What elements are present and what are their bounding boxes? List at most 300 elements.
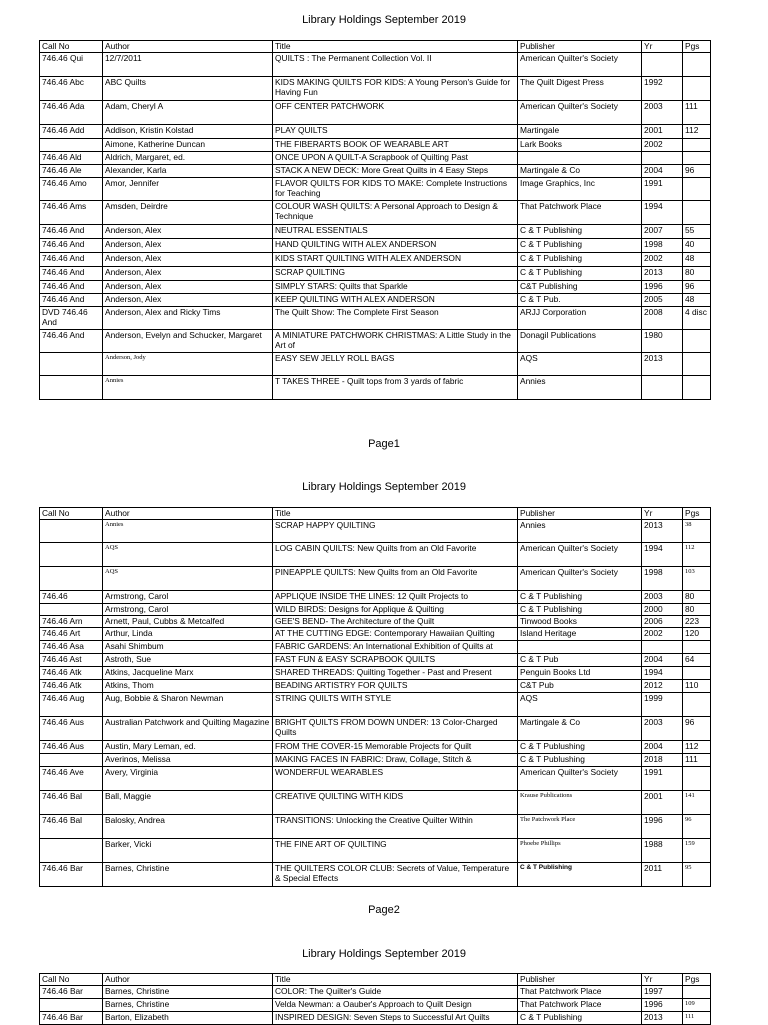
cell-title: GEE'S BEND- The Architecture of the Quilt	[273, 616, 518, 628]
cell-title: TRANSITIONS: Unlocking the Creative Quilter Within	[273, 815, 518, 839]
cell-author: Amor, Jennifer	[103, 178, 273, 201]
cell-pages	[683, 178, 711, 201]
cell-call-no	[40, 999, 103, 1012]
cell-call-no: 746.46 Ave	[40, 767, 103, 791]
cell-year	[642, 641, 683, 654]
cell-title: STACK A NEW DECK: More Great Quilts in 4 Easy Steps	[273, 165, 518, 178]
cell-pages	[683, 693, 711, 717]
cell-author: Barton, Elizabeth	[103, 1012, 273, 1025]
cell-title: FAST FUN & EASY SCRAPBOOK QUILTS	[273, 654, 518, 667]
cell-author: Anderson, Alex	[103, 267, 273, 281]
column-header-year: Yr	[642, 41, 683, 53]
cell-pages	[683, 353, 711, 376]
cell-pages: 112	[683, 543, 711, 567]
cell-author: Anderson, Jody	[103, 353, 273, 376]
cell-author: Arthur, Linda	[103, 628, 273, 641]
cell-pages	[683, 767, 711, 791]
column-header-year: Yr	[642, 974, 683, 986]
cell-year: 2001	[642, 125, 683, 139]
cell-author: Anderson, Alex	[103, 294, 273, 307]
table-row	[40, 667, 711, 680]
cell-title: WONDERFUL WEARABLES	[273, 767, 518, 791]
cell-author: Alexander, Karla	[103, 165, 273, 178]
cell-title: OFF CENTER PATCHWORK	[273, 101, 518, 125]
cell-author: Arnett, Paul, Cubbs & Metcalfed	[103, 616, 273, 628]
cell-title: ONCE UPON A QUILT-A Scrapbook of Quilting Past	[273, 152, 518, 165]
cell-call-no: 746.46 Aus	[40, 717, 103, 741]
cell-title: Velda Newman: a Oauber's Approach to Quilt Design	[273, 999, 518, 1012]
cell-call-no: DVD 746.46 And	[40, 307, 103, 330]
cell-call-no: 746.46 Art	[40, 628, 103, 641]
cell-year: 1996	[642, 999, 683, 1012]
cell-author: Barnes, Christine	[103, 986, 273, 999]
table-row	[40, 543, 711, 567]
cell-author: AQS	[103, 567, 273, 591]
cell-author: Atkins, Thom	[103, 680, 273, 693]
cell-pages: 96	[683, 281, 711, 294]
cell-call-no: 746.46 Ale	[40, 165, 103, 178]
cell-publisher: C&T Publishing	[518, 281, 642, 294]
table-row	[40, 654, 711, 667]
cell-title: KIDS MAKING QUILTS FOR KIDS: A Young Person's Guide for Having Fun	[273, 77, 518, 101]
cell-publisher: C & T Pub	[518, 654, 642, 667]
cell-publisher: C & T Publushing	[518, 741, 642, 754]
cell-year: 1999	[642, 693, 683, 717]
cell-author: Annies	[103, 376, 273, 400]
cell-year: 1988	[642, 839, 683, 863]
cell-title: PLAY QUILTS	[273, 125, 518, 139]
table-row	[40, 253, 711, 267]
table-row	[40, 267, 711, 281]
column-header-call-no: Call No	[40, 41, 103, 53]
cell-title: THE FIBERARTS BOOK OF WEARABLE ART	[273, 139, 518, 152]
cell-year	[642, 152, 683, 165]
table-row	[40, 353, 711, 376]
cell-publisher: C & T Publushing	[518, 754, 642, 767]
cell-call-no: 746.46 Atk	[40, 667, 103, 680]
cell-year: 2003	[642, 591, 683, 604]
table-row	[40, 754, 711, 767]
cell-pages: 96	[683, 815, 711, 839]
table-row	[40, 591, 711, 604]
cell-year: 2012	[642, 680, 683, 693]
table-row	[40, 53, 711, 77]
cell-author: Anderson, Evelyn and Schucker, Margaret	[103, 330, 273, 353]
table-row	[40, 767, 711, 791]
table-row	[40, 791, 711, 815]
cell-title: BEADING ARTISTRY FOR QUILTS	[273, 680, 518, 693]
cell-year: 2004	[642, 165, 683, 178]
column-header-pages: Pgs	[683, 974, 711, 986]
cell-call-no: 746.46 Bar	[40, 1012, 103, 1025]
cell-call-no: 746.46 Ams	[40, 201, 103, 225]
cell-author: Aldrich, Margaret, ed.	[103, 152, 273, 165]
cell-pages	[683, 77, 711, 101]
table-row	[40, 815, 711, 839]
cell-author: Astroth, Sue	[103, 654, 273, 667]
table-row	[40, 77, 711, 101]
cell-call-no	[40, 376, 103, 400]
cell-title: LOG CABIN QUILTS: New Quilts from an Old Favorite	[273, 543, 518, 567]
cell-publisher: C & T Publishing	[518, 863, 642, 887]
cell-title: T TAKES THREE - Quilt tops from 3 yards of fabric	[273, 376, 518, 400]
cell-title: PINEAPPLE QUILTS: New Quilts from an Old Favorite	[273, 567, 518, 591]
cell-publisher: Martingale	[518, 125, 642, 139]
cell-publisher: The Patchwork Place	[518, 815, 642, 839]
cell-year: 2011	[642, 863, 683, 887]
cell-call-no: 746.46 Bar	[40, 863, 103, 887]
cell-call-no	[40, 353, 103, 376]
cell-call-no: 746.46 Abc	[40, 77, 103, 101]
cell-pages: 111	[683, 754, 711, 767]
column-header-publisher: Publisher	[518, 974, 642, 986]
cell-year: 2003	[642, 717, 683, 741]
cell-author: Armstrong, Carol	[103, 591, 273, 604]
cell-call-no: 746.46 Asa	[40, 641, 103, 654]
cell-call-no	[40, 543, 103, 567]
cell-pages	[683, 53, 711, 77]
cell-title: The Quilt Show: The Complete First Season	[273, 307, 518, 330]
cell-publisher: C & T Publishing	[518, 1012, 642, 1025]
cell-pages: 159	[683, 839, 711, 863]
cell-call-no: 746.46 Arn	[40, 616, 103, 628]
table-row	[40, 628, 711, 641]
cell-pages: 38	[683, 520, 711, 543]
cell-publisher: Martingale & Co	[518, 165, 642, 178]
cell-author: Australian Patchwork and Quilting Magazine	[103, 717, 273, 741]
cell-title: WILD BIRDS: Designs for Applique & Quilting	[273, 604, 518, 616]
cell-author: Adam, Cheryl A	[103, 101, 273, 125]
cell-pages: 80	[683, 604, 711, 616]
table-row	[40, 330, 711, 353]
cell-year: 2004	[642, 654, 683, 667]
cell-title: THE FINE ART OF QUILTING	[273, 839, 518, 863]
cell-year: 1991	[642, 178, 683, 201]
cell-title: STRING QUILTS WITH STYLE	[273, 693, 518, 717]
column-header-author: Author	[103, 508, 273, 520]
cell-author: Amsden, Deirdre	[103, 201, 273, 225]
cell-author: Anderson, Alex	[103, 239, 273, 253]
column-header-author: Author	[103, 41, 273, 53]
cell-publisher: C & T Publishing	[518, 267, 642, 281]
cell-title: MAKING FACES IN FABRIC: Draw, Collage, Stitch &	[273, 754, 518, 767]
cell-pages: 103	[683, 567, 711, 591]
cell-year: 2000	[642, 604, 683, 616]
cell-year: 2008	[642, 307, 683, 330]
cell-call-no: 746.46 Qui	[40, 53, 103, 77]
cell-publisher: Annies	[518, 520, 642, 543]
cell-year: 2013	[642, 267, 683, 281]
cell-author: Averinos, Melissa	[103, 754, 273, 767]
cell-year	[642, 53, 683, 77]
cell-pages: 112	[683, 741, 711, 754]
column-header-title: Title	[273, 508, 518, 520]
cell-call-no: 746.46 And	[40, 253, 103, 267]
cell-pages: 109	[683, 999, 711, 1012]
cell-title: SCRAP HAPPY QUILTING	[273, 520, 518, 543]
cell-title: CREATIVE QUILTING WITH KIDS	[273, 791, 518, 815]
cell-author: Barnes, Christine	[103, 999, 273, 1012]
cell-author: Anderson, Alex	[103, 253, 273, 267]
cell-year: 1994	[642, 201, 683, 225]
cell-pages: 4 disc	[683, 307, 711, 330]
page-title: Library Holdings September 2019	[302, 14, 466, 26]
cell-author: Aimone, Katherine Duncan	[103, 139, 273, 152]
cell-call-no	[40, 839, 103, 863]
cell-pages	[683, 139, 711, 152]
cell-call-no	[40, 754, 103, 767]
cell-title: AT THE CUTTING EDGE: Contemporary Hawaiian Quilting	[273, 628, 518, 641]
cell-year: 2006	[642, 616, 683, 628]
cell-publisher: American Quilter's Society	[518, 767, 642, 791]
column-header-title: Title	[273, 974, 518, 986]
cell-author: Aug, Bobbie & Sharon Newman	[103, 693, 273, 717]
table-row	[40, 201, 711, 225]
table-row	[40, 680, 711, 693]
table-row	[40, 1012, 711, 1025]
cell-title: COLOUR WASH QUILTS: A Personal Approach to Design & Technique	[273, 201, 518, 225]
cell-author: Austin, Mary Leman, ed.	[103, 741, 273, 754]
cell-pages: 111	[683, 1012, 711, 1025]
cell-title: SCRAP QUILTING	[273, 267, 518, 281]
table-row	[40, 101, 711, 125]
cell-title: FABRIC GARDENS: An International Exhibition of Quilts at	[273, 641, 518, 654]
cell-title: EASY SEW JELLY ROLL BAGS	[273, 353, 518, 376]
cell-title: HAND QUILTING WITH ALEX ANDERSON	[273, 239, 518, 253]
cell-year: 2002	[642, 628, 683, 641]
table-row	[40, 604, 711, 616]
table-row	[40, 307, 711, 330]
cell-pages: 96	[683, 717, 711, 741]
cell-pages	[683, 986, 711, 999]
cell-year: 1991	[642, 767, 683, 791]
cell-call-no: 746.46 And	[40, 239, 103, 253]
cell-publisher: That Patchwork Place	[518, 999, 642, 1012]
cell-publisher: The Quilt Digest Press	[518, 77, 642, 101]
cell-year: 2013	[642, 520, 683, 543]
column-header-year: Yr	[642, 508, 683, 520]
cell-pages	[683, 152, 711, 165]
cell-publisher: Phoebe Phillips	[518, 839, 642, 863]
table-row	[40, 839, 711, 863]
cell-publisher: That Patchwork Place	[518, 201, 642, 225]
cell-year: 1996	[642, 281, 683, 294]
cell-year: 1980	[642, 330, 683, 353]
cell-author: Anderson, Alex	[103, 281, 273, 294]
cell-publisher: AQS	[518, 693, 642, 717]
cell-year: 2001	[642, 791, 683, 815]
cell-publisher: C & T Publishing	[518, 591, 642, 604]
cell-call-no: 746.46 Add	[40, 125, 103, 139]
cell-call-no: 746.46 And	[40, 267, 103, 281]
column-header-pages: Pgs	[683, 41, 711, 53]
cell-pages: 223	[683, 616, 711, 628]
cell-title: A MINIATURE PATCHWORK CHRISTMAS: A Little Study in the Art of	[273, 330, 518, 353]
table-row	[40, 717, 711, 741]
cell-title: KEEP QUILTING WITH ALEX ANDERSON	[273, 294, 518, 307]
table-row	[40, 178, 711, 201]
cell-call-no: 746.46 And	[40, 294, 103, 307]
cell-title: SIMPLY STARS: Quilts that Sparkle	[273, 281, 518, 294]
cell-title: INSPIRED DESIGN: Seven Steps to Successful Art Quilts	[273, 1012, 518, 1025]
cell-pages: 112	[683, 125, 711, 139]
cell-year: 2003	[642, 101, 683, 125]
cell-publisher: C & T Pub.	[518, 294, 642, 307]
cell-call-no	[40, 139, 103, 152]
cell-publisher: Annies	[518, 376, 642, 400]
table-row	[40, 641, 711, 654]
table-row	[40, 239, 711, 253]
cell-pages: 64	[683, 654, 711, 667]
column-header-publisher: Publisher	[518, 508, 642, 520]
cell-author: Barker, Vicki	[103, 839, 273, 863]
cell-author: 12/7/2011	[103, 53, 273, 77]
cell-year	[642, 376, 683, 400]
cell-publisher: Martingale & Co	[518, 717, 642, 741]
column-header-title: Title	[273, 41, 518, 53]
cell-publisher	[518, 641, 642, 654]
holdings-table	[39, 40, 711, 400]
cell-year: 1992	[642, 77, 683, 101]
cell-call-no	[40, 567, 103, 591]
cell-author: Anderson, Alex and Ricky Tims	[103, 307, 273, 330]
cell-pages: 48	[683, 294, 711, 307]
cell-year: 2005	[642, 294, 683, 307]
holdings-table	[39, 973, 711, 1025]
cell-title: APPLIQUE INSIDE THE LINES: 12 Quilt Projects to	[273, 591, 518, 604]
cell-year: 2013	[642, 353, 683, 376]
cell-year: 2004	[642, 741, 683, 754]
cell-pages: 110	[683, 680, 711, 693]
cell-publisher: American Quilter's Society	[518, 53, 642, 77]
cell-year: 2013	[642, 1012, 683, 1025]
cell-call-no: 746.46 Bal	[40, 791, 103, 815]
cell-pages: 48	[683, 253, 711, 267]
cell-call-no: 746.46	[40, 591, 103, 604]
cell-pages: 55	[683, 225, 711, 239]
cell-year: 2002	[642, 139, 683, 152]
cell-year: 2002	[642, 253, 683, 267]
cell-author: Ball, Maggie	[103, 791, 273, 815]
cell-title: COLOR: The Quilter's Guide	[273, 986, 518, 999]
cell-pages: 96	[683, 165, 711, 178]
table-row	[40, 986, 711, 999]
column-header-call-no: Call No	[40, 974, 103, 986]
cell-pages: 40	[683, 239, 711, 253]
cell-publisher: Island Heritage	[518, 628, 642, 641]
cell-pages: 95	[683, 863, 711, 887]
cell-pages	[683, 641, 711, 654]
cell-call-no: 746.46 Bal	[40, 815, 103, 839]
cell-author: Asahi Shimbum	[103, 641, 273, 654]
cell-year: 1998	[642, 239, 683, 253]
table-row	[40, 225, 711, 239]
table-row	[40, 294, 711, 307]
cell-pages: 141	[683, 791, 711, 815]
cell-publisher: Donagil Publications	[518, 330, 642, 353]
cell-title: SHARED THREADS: Quilting Together - Past and Present	[273, 667, 518, 680]
cell-year: 1996	[642, 815, 683, 839]
table-row	[40, 139, 711, 152]
cell-call-no	[40, 520, 103, 543]
cell-title: BRIGHT QUILTS FROM DOWN UNDER: 13 Color-Charged Quilts	[273, 717, 518, 741]
table-row	[40, 999, 711, 1012]
table-row	[40, 741, 711, 754]
cell-publisher: C & T Publishing	[518, 239, 642, 253]
table-row	[40, 520, 711, 543]
cell-author: Barnes, Christine	[103, 863, 273, 887]
table-row	[40, 863, 711, 887]
cell-pages	[683, 667, 711, 680]
cell-year: 1997	[642, 986, 683, 999]
table-header-row	[40, 974, 711, 986]
cell-call-no: 746.46 Ald	[40, 152, 103, 165]
table-row	[40, 281, 711, 294]
cell-publisher	[518, 152, 642, 165]
cell-publisher: American Quilter's Society	[518, 567, 642, 591]
cell-pages	[683, 201, 711, 225]
cell-title: THE QUILTERS COLOR CLUB: Secrets of Value, Temperature & Special Effects	[273, 863, 518, 887]
cell-publisher: American Quilter's Society	[518, 543, 642, 567]
cell-call-no	[40, 604, 103, 616]
cell-year: 2007	[642, 225, 683, 239]
cell-pages: 80	[683, 591, 711, 604]
table-row	[40, 693, 711, 717]
cell-call-no: 746.46 And	[40, 281, 103, 294]
cell-publisher: C & T Publishing	[518, 225, 642, 239]
cell-publisher: Image Graphics, Inc	[518, 178, 642, 201]
cell-pages	[683, 330, 711, 353]
column-header-publisher: Publisher	[518, 41, 642, 53]
column-header-call-no: Call No	[40, 508, 103, 520]
table-row	[40, 125, 711, 139]
cell-year: 2018	[642, 754, 683, 767]
cell-title: FLAVOR QUILTS FOR KIDS TO MAKE: Complete Instructions for Teaching	[273, 178, 518, 201]
holdings-table	[39, 507, 711, 887]
cell-publisher: Lark Books	[518, 139, 642, 152]
cell-call-no: 746.46 Aus	[40, 741, 103, 754]
cell-publisher: American Quilter's Society	[518, 101, 642, 125]
cell-publisher: AQS	[518, 353, 642, 376]
cell-author: AQS	[103, 543, 273, 567]
table-row	[40, 165, 711, 178]
table-row	[40, 376, 711, 400]
table-header-row	[40, 508, 711, 520]
cell-call-no: 746.46 Atk	[40, 680, 103, 693]
cell-publisher: C & T Publishing	[518, 253, 642, 267]
page-title: Library Holdings September 2019	[302, 481, 466, 493]
cell-publisher: Penguin Books Ltd	[518, 667, 642, 680]
cell-publisher: Krause Publications	[518, 791, 642, 815]
cell-call-no: 746.46 Ada	[40, 101, 103, 125]
table-header-row	[40, 41, 711, 53]
cell-publisher: C&T Pub	[518, 680, 642, 693]
page-footer: Page1	[368, 438, 400, 450]
cell-pages: 120	[683, 628, 711, 641]
cell-year: 1998	[642, 567, 683, 591]
table-row	[40, 616, 711, 628]
cell-author: Armstrong, Carol	[103, 604, 273, 616]
cell-year: 1994	[642, 543, 683, 567]
page-footer: Page2	[368, 904, 400, 916]
cell-call-no: 746.46 Bar	[40, 986, 103, 999]
table-row	[40, 152, 711, 165]
cell-author: Annies	[103, 520, 273, 543]
cell-author: ABC Quilts	[103, 77, 273, 101]
cell-call-no: 746.46 Amo	[40, 178, 103, 201]
cell-author: Anderson, Alex	[103, 225, 273, 239]
cell-call-no: 746.46 And	[40, 330, 103, 353]
